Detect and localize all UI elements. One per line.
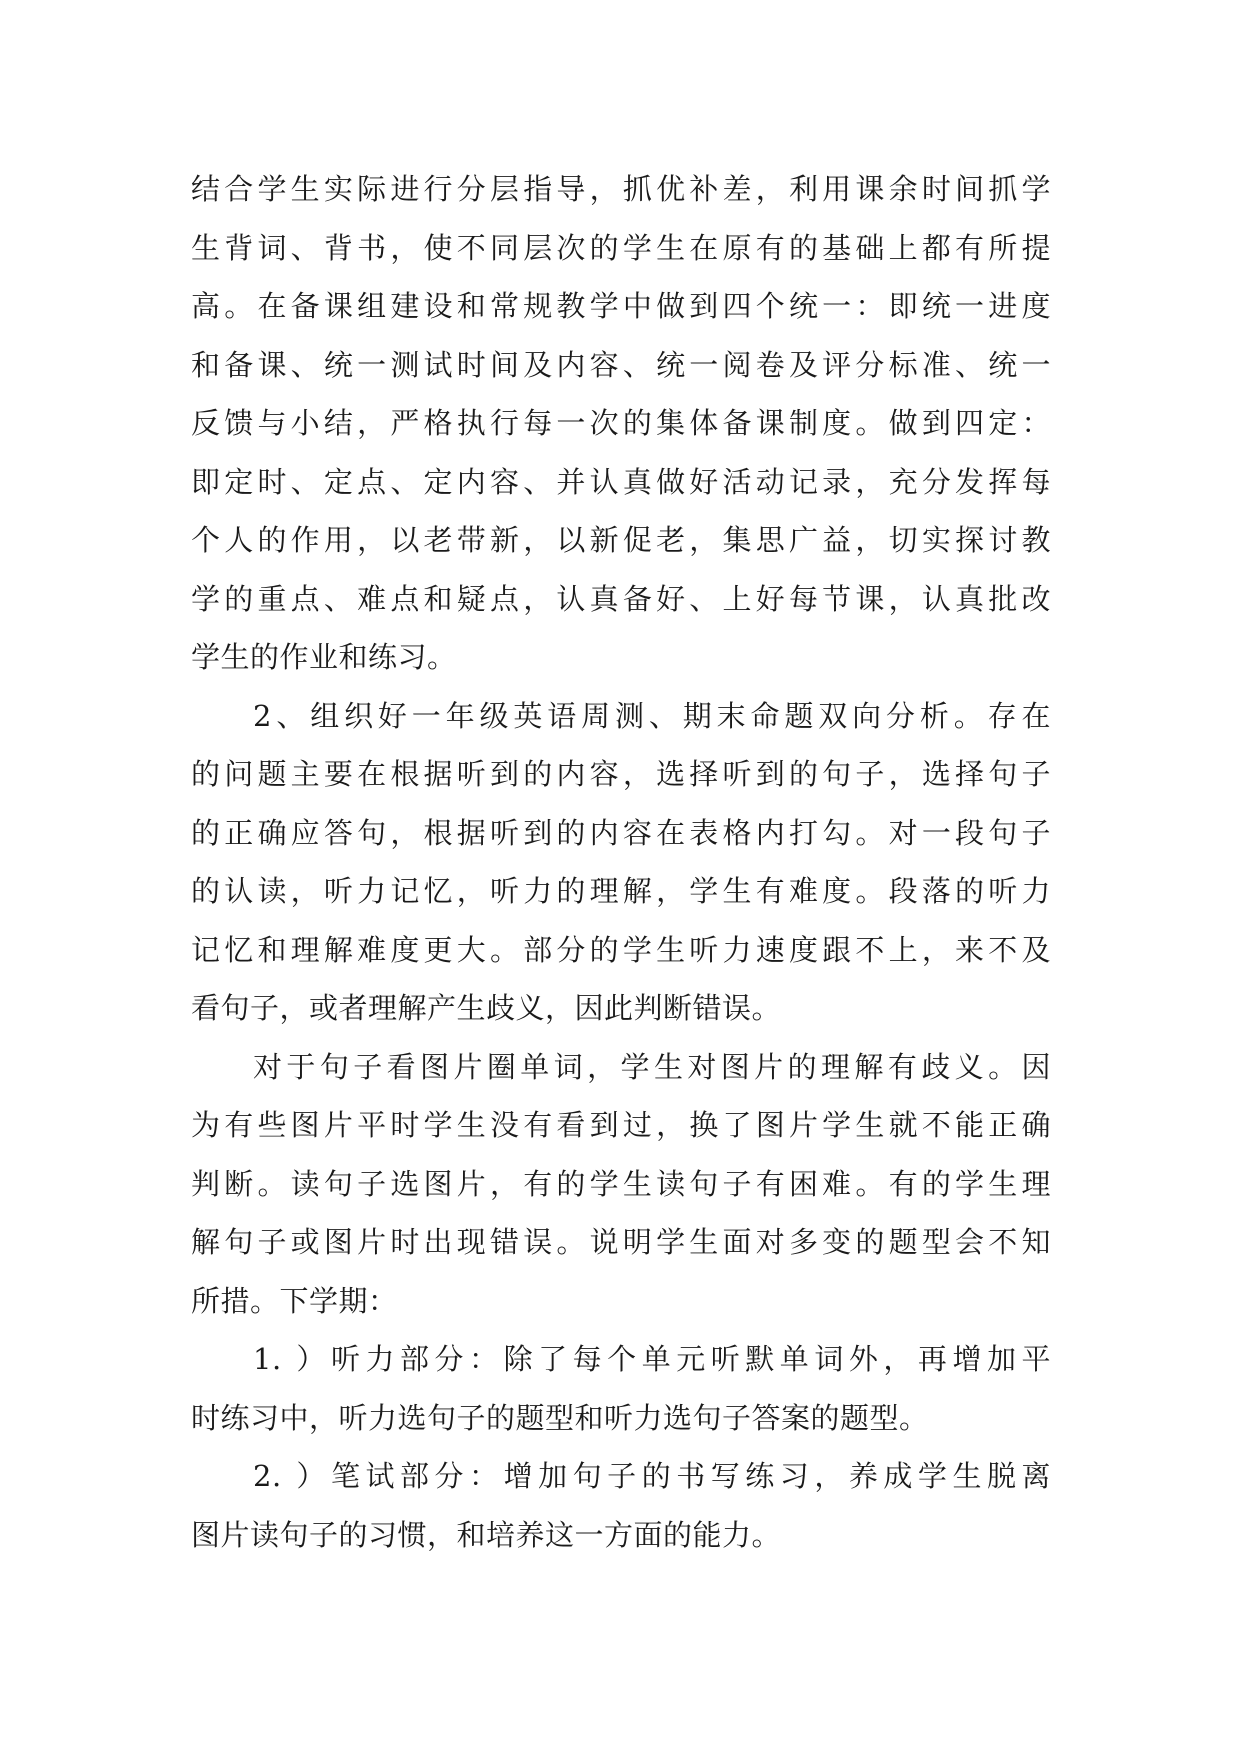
text-line: 反馈与小结，严格执行每一次的集体备课制度。做到四定： (191, 406, 1051, 440)
text-line: 对于句子看图片圈单词，学生对图片的理解有歧义。因 (253, 1049, 1051, 1084)
text-line: 2. ）笔试部分：增加句子的书写练习，养成学生脱离 (253, 1459, 1051, 1493)
text-line: 即定时、定点、定内容、并认真做好活动记录，充分发挥每 (191, 464, 1051, 499)
paragraph-2 (191, 687, 1051, 1038)
body-text (191, 160, 1051, 1564)
text-line: 结合学生实际进行分层指导，抓优补差，利用课余时间抓学 (191, 172, 1051, 206)
text-line: 所措。下学期： (191, 1283, 398, 1318)
paragraph-4 (191, 1330, 1051, 1447)
text-line: 判断。读句子选图片，有的学生读句子有困难。有的学生理 (191, 1166, 1051, 1201)
text-line: 记忆和理解难度更大。部分的学生听力速度跟不上，来不及 (191, 932, 1051, 967)
paragraph-3 (191, 1038, 1051, 1331)
text-line: 为有些图片平时学生没有看到过，换了图片学生就不能正确 (191, 1108, 1051, 1142)
text-line: 的正确应答句，根据听到的内容在表格内打勾。对一段句子 (191, 815, 1051, 850)
text-line: 生背词、背书，使不同层次的学生在原有的基础上都有所提 (191, 230, 1051, 265)
text-line: 高。在备课组建设和常规教学中做到四个统一：即统一进度 (191, 289, 1051, 323)
text-line: 的认读，听力记忆，听力的理解，学生有难度。段落的听力 (191, 874, 1051, 908)
text-line: 1. ）听力部分：除了每个单元听默单词外，再增加平 (253, 1342, 1051, 1376)
paragraph-1 (191, 160, 1051, 687)
text-line: 图片读句子的习惯，和培养这一方面的能力。 (191, 1517, 782, 1552)
text-line: 的问题主要在根据听到的内容，选择听到的句子，选择句子 (191, 757, 1051, 791)
text-line: 解句子或图片时出现错误。说明学生面对多变的题型会不知 (191, 1225, 1051, 1259)
text-line: 个人的作用，以老带新，以新促老，集思广益，切实探讨教 (191, 523, 1051, 557)
text-line: 看句子，或者理解产生歧义，因此判断错误。 (191, 991, 782, 1025)
text-line: 时练习中，听力选句子的题型和听力选句子答案的题型。 (191, 1400, 929, 1435)
text-line: 2、组织好一年级英语周测、期末命题双向分析。存在 (253, 698, 1051, 733)
text-line: 学的重点、难点和疑点，认真备好、上好每节课，认真批改 (191, 581, 1051, 616)
text-line: 和备课、统一测试时间及内容、统一阅卷及评分标准、统一 (191, 347, 1051, 382)
paragraph-5 (191, 1447, 1051, 1564)
text-line: 学生的作业和练习。 (191, 640, 457, 674)
